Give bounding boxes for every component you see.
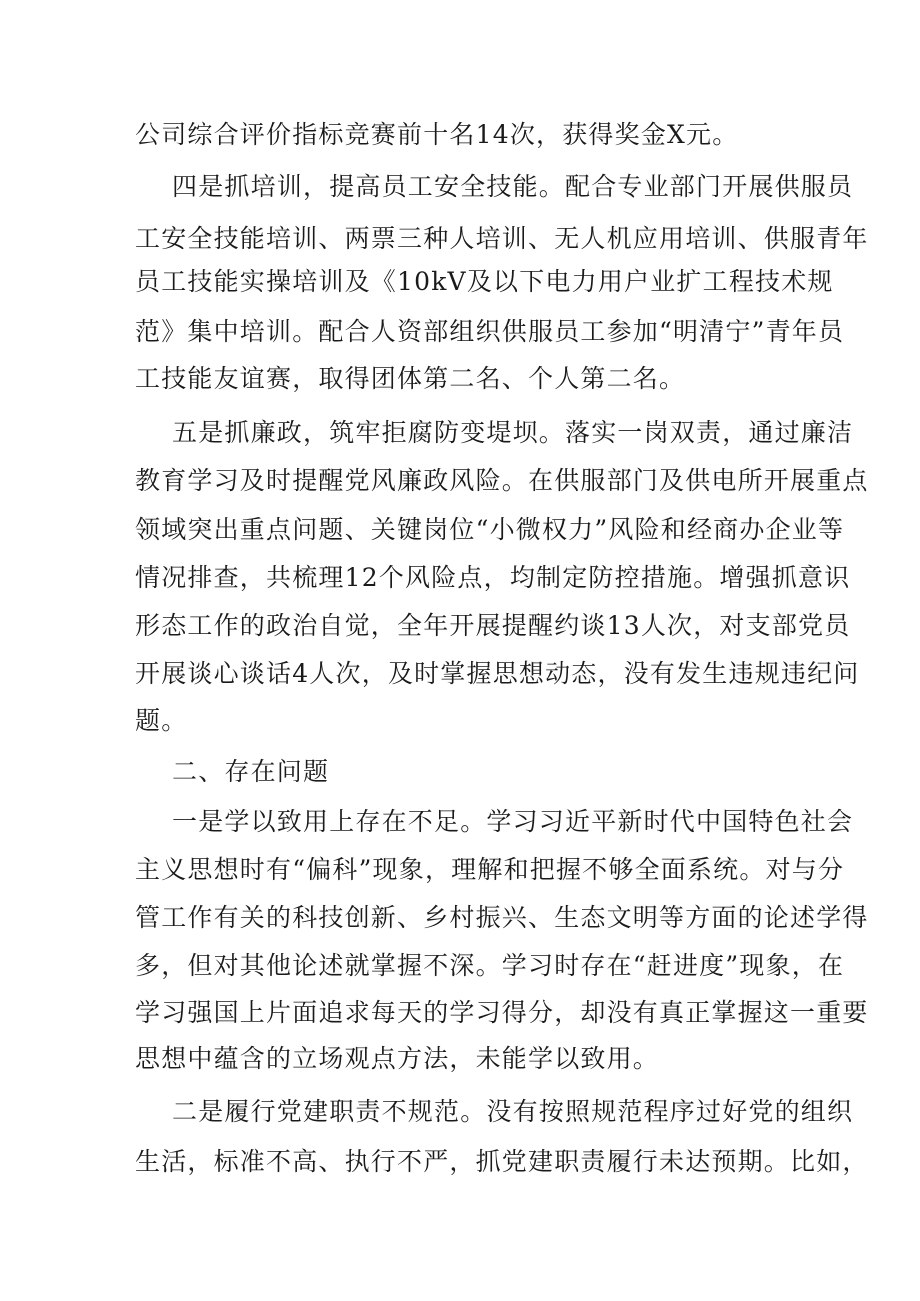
paragraph-2-line-4: 形态工作的政治自觉，全年开展提醒约谈13人次，对支部党员	[135, 611, 851, 640]
paragraph-4-line-5: 思想中蕴含的立场观点方法，未能学以致用。	[135, 1044, 660, 1073]
paragraph-2-line-3: 情况排查，共梳理12个风险点，均制定防控措施。增强抓意识	[135, 563, 851, 592]
section-heading-problems: 二、存在问题	[172, 757, 330, 786]
paragraph-1-line-0: 四是抓培训，提高员工安全技能。配合专业部门开展供服员	[172, 172, 854, 201]
paragraph-2-line-1: 教育学习及时提醒党风廉政风险。在供服部门及供电所开展重点	[135, 466, 869, 495]
paragraph-4-line-3: 多，但对其他论述就掌握不深。学习时存在“赶进度”现象，在	[135, 951, 845, 980]
paragraph-1-line-2: 员工技能实操培训及《10kV及以下电力用户业扩工程技术规	[135, 267, 834, 296]
paragraph-1-line-4: 工技能友谊赛，取得团体第二名、个人第二名。	[135, 364, 686, 393]
paragraph-4-line-1: 主义思想时有“偏科”现象，理解和把握不够全面系统。对与分	[135, 855, 845, 884]
paragraph-4-line-4: 学习强国上片面追求每天的学习得分，却没有真正掌握这一重要	[135, 998, 869, 1027]
paragraph-1-line-3: 范》集中培训。配合人资部组织供服员工参加“明清宁”青年员	[135, 317, 845, 346]
paragraph-2-line-6: 题。	[135, 706, 188, 735]
paragraph-1-line-1: 工安全技能培训、两票三种人培训、无人机应用培训、供服青年	[135, 224, 869, 253]
paragraph-0-line-0: 公司综合评价指标竞赛前十名14次，获得奖金X元。	[135, 120, 739, 149]
paragraph-2-line-0: 五是抓廉政，筑牢拒腐防变堤坝。落实一岗双责，通过廉洁	[172, 418, 854, 447]
paragraph-4-line-0: 一是学以致用上存在不足。学习习近平新时代中国特色社会	[172, 807, 854, 836]
paragraph-2-line-2: 领域突出重点问题、关键岗位“小微权力”风险和经商办企业等	[135, 515, 845, 544]
paragraph-5-line-0: 二是履行党建职责不规范。没有按照规范程序过好党的组织	[172, 1097, 854, 1126]
paragraph-5-line-1: 生活，标准不高、执行不严，抓党建职责履行未达预期。比如，	[135, 1147, 869, 1176]
paragraph-4-line-2: 管工作有关的科技创新、乡村振兴、生态文明等方面的论述学得	[135, 903, 869, 932]
paragraph-2-line-5: 开展谈心谈话4人次，及时掌握思想动态，没有发生违规违纪问	[135, 659, 860, 688]
